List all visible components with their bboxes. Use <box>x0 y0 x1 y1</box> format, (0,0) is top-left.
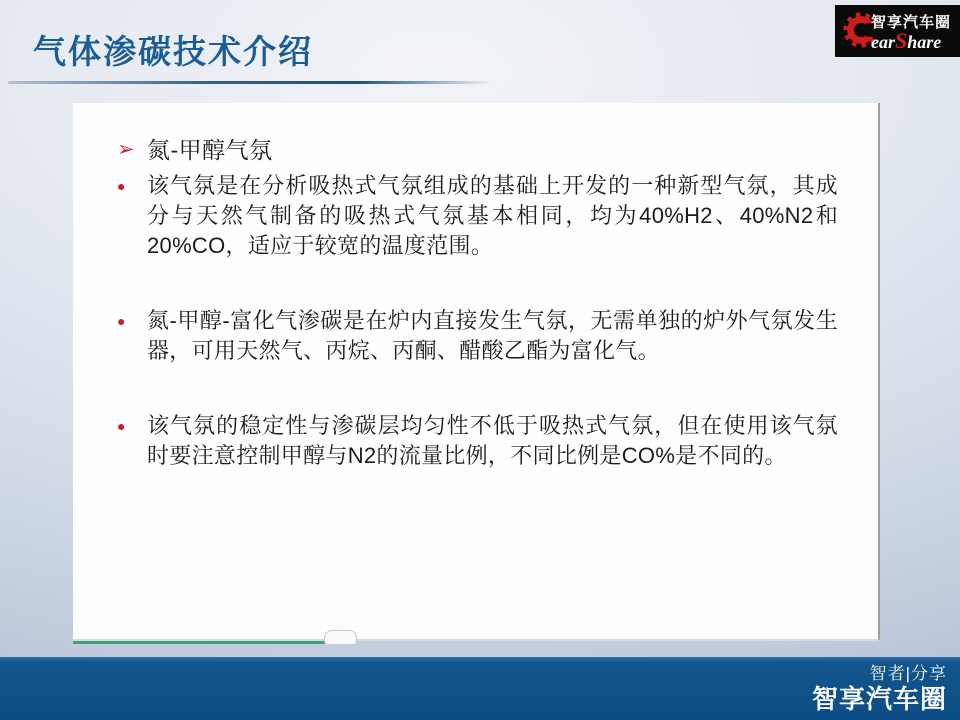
logo-en-pre: ear <box>871 32 895 52</box>
logo-en-s: S <box>895 28 908 53</box>
dot-bullet-icon: ● <box>117 418 126 434</box>
logo-en-post: hare <box>907 32 942 52</box>
bullet-text: 该气氛的稳定性与渗碳层均匀性不低于吸热式气氛，但在使用该气氛时要注意控制甲醇与N2的流量比例，不同比例是CO%是不同的。 <box>147 413 838 468</box>
section-heading-row <box>117 136 838 164</box>
dot-bullet-icon: ● <box>117 313 126 329</box>
bullet-item <box>117 411 838 471</box>
content-card <box>73 103 880 641</box>
footer-brand: 智享汽车圈 <box>811 683 947 714</box>
drag-handle[interactable] <box>324 630 357 644</box>
bullet-text: 该气氛是在分析吸热式气氛组成的基础上开发的一种新型气氛，其成分与天然气制备的吸热式气氛基本相同，均为40%H2、40%N2和20%CO，适应于较宽的温度范围。 <box>147 173 838 258</box>
page-title: 气体渗碳技术介绍 <box>33 33 313 70</box>
title-underline <box>8 81 492 84</box>
brand-logo <box>835 5 960 57</box>
logo-text <box>871 11 951 51</box>
logo-brand-cn: 智享汽车圈 <box>871 14 952 31</box>
arrow-bullet-icon: ➢ <box>117 138 135 161</box>
card-bottom-accent-line <box>73 641 325 644</box>
section-heading: 氮-甲醇气氛 <box>147 137 273 163</box>
dot-bullet-icon: ● <box>117 178 126 194</box>
bullet-item <box>117 171 838 261</box>
footer-tagline: 智者|分享 <box>869 663 947 683</box>
footer-bar <box>0 657 960 720</box>
bullet-item <box>117 306 838 366</box>
logo-brand-en <box>871 28 951 53</box>
bullet-text: 氮-甲醇-富化气渗碳是在炉内直接发生气氛，无需单独的炉外气氛发生器，可用天然气、丙烷、丙酮、醋酸乙酯为富化气。 <box>147 308 838 363</box>
